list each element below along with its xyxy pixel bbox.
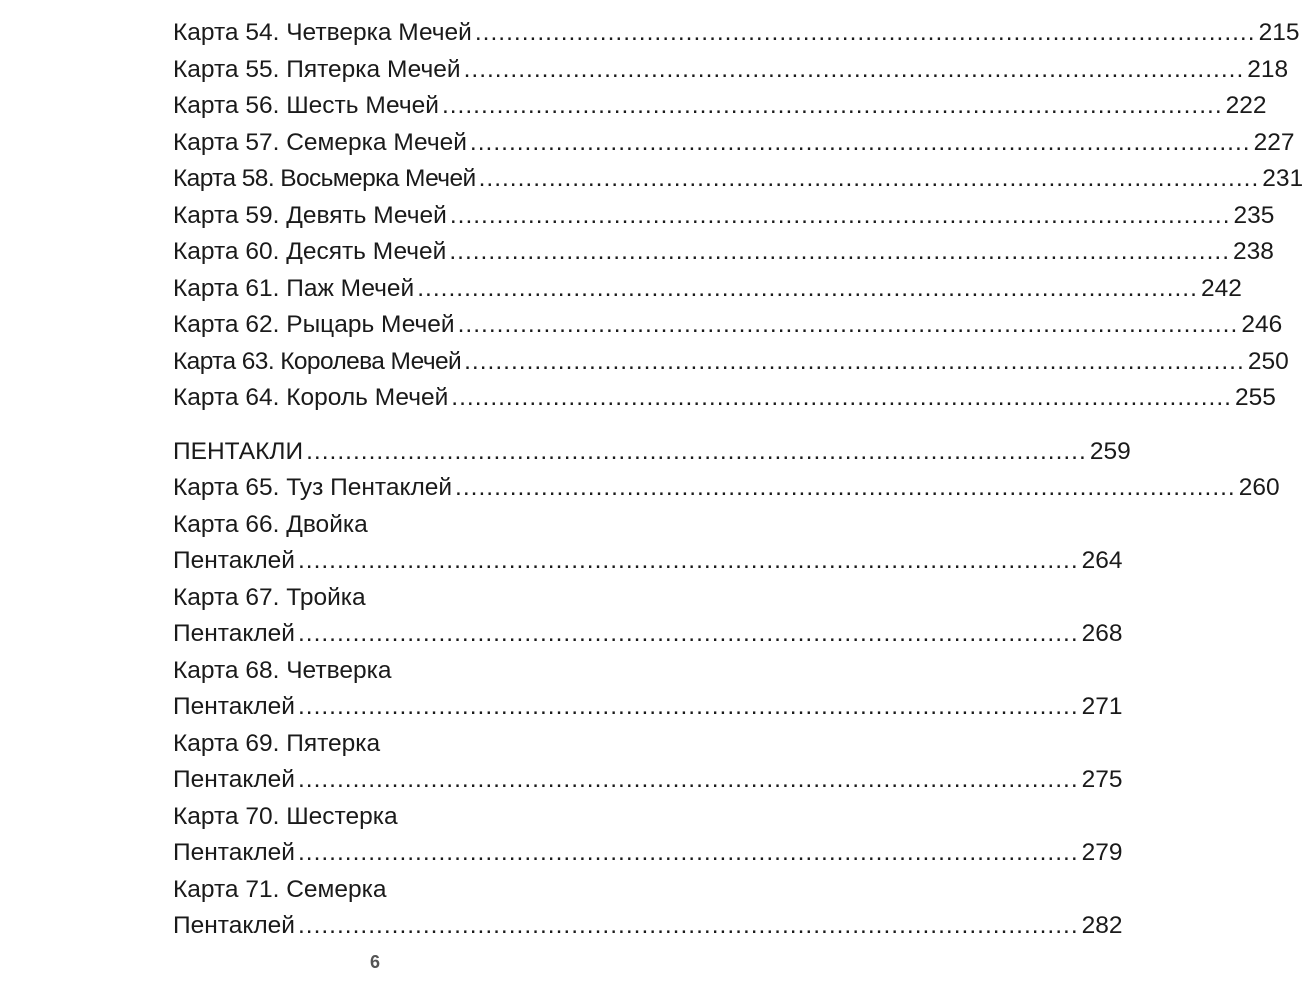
dot-leader: .................................................................................................... [297, 839, 1079, 866]
toc-entry-title-line [173, 799, 576, 836]
toc-entry-title: Карта 70. Шестерка [173, 802, 398, 830]
section-title: ПЕНТАКЛИ [173, 437, 304, 465]
dot-leader: .................................................................................................... [464, 347, 1245, 375]
toc-entry-page: 242 [1200, 274, 1242, 302]
toc-entry-page: 222 [1225, 92, 1267, 119]
toc-entry-page: 268 [1081, 620, 1123, 647]
toc-entry-page: 271 [1081, 693, 1123, 720]
dot-leader: .................................................................................................... [457, 311, 1239, 338]
page-number: 6 [369, 952, 380, 972]
toc-entry [173, 198, 1275, 235]
toc-entry [173, 234, 1274, 271]
toc-entry-title: Карта 63. Королева Мечей [173, 347, 462, 375]
toc-entry-page: 227 [1253, 128, 1295, 156]
toc-entry-title-line [173, 872, 576, 909]
toc-entry-title-continued: Пентаклей [173, 693, 295, 720]
toc-entry-title-line [173, 726, 576, 763]
toc-entry-title-continued: Пентаклей [173, 766, 295, 793]
toc-section-heading [173, 434, 1131, 471]
toc-entry-title-line [173, 507, 576, 544]
toc-entry [173, 380, 1276, 417]
section-page: 259 [1089, 437, 1131, 465]
toc-entry-page: 235 [1233, 201, 1275, 229]
toc-entry-page: 279 [1081, 839, 1123, 866]
dot-leader: .................................................................................................... [297, 912, 1079, 939]
toc-entry-title: Карта 68. Четверка [173, 656, 392, 684]
toc-entry-page: 264 [1081, 547, 1123, 574]
dot-leader: .................................................................................................... [297, 620, 1079, 647]
toc-entry-title: Карта 65. Туз Пентаклей [173, 474, 453, 501]
dot-leader: .................................................................................................... [449, 201, 1231, 229]
toc-entry-title: Карта 56. Шесть Мечей [173, 92, 439, 119]
toc-entry [173, 689, 1123, 726]
toc-entry-title: Карта 67. Тройка [173, 583, 366, 611]
toc-entry-title: Карта 54. Четверка Мечей [173, 19, 472, 46]
dot-leader: .................................................................................................... [297, 693, 1079, 720]
toc-entry-title-continued: Пентаклей [173, 912, 295, 939]
toc-entry [173, 125, 1295, 162]
toc-entry-title-continued: Пентаклей [173, 547, 295, 574]
dot-leader: .................................................................................................... [306, 437, 1087, 465]
toc-entry [173, 161, 1303, 198]
toc-entry-page: 238 [1233, 238, 1274, 265]
toc-entry-title: Карта 55. Пятерка Мечей [173, 55, 461, 83]
dot-leader: .................................................................................................... [469, 128, 1251, 156]
toc-entry-page: 255 [1234, 384, 1276, 411]
toc-entry [173, 15, 1300, 52]
toc-entry-title-line [173, 653, 576, 690]
dot-leader: .................................................................................................... [297, 547, 1079, 574]
toc-entry-page: 231 [1262, 165, 1303, 192]
toc-entry-page: 218 [1247, 55, 1289, 83]
dot-leader: .................................................................................................... [417, 274, 1198, 302]
toc-entry [173, 835, 1123, 872]
toc-entry-title: Карта 69. Пятерка [173, 729, 381, 757]
toc-entry-title: Карта 64. Король Мечей [173, 384, 449, 411]
toc-entry-page: 282 [1081, 912, 1123, 939]
toc-entry [173, 271, 1242, 308]
dot-leader: .................................................................................................... [451, 384, 1232, 411]
toc-entry [173, 762, 1123, 799]
toc-entry-page: 260 [1238, 474, 1280, 501]
toc-entry [173, 52, 1289, 89]
section-spacer [173, 417, 576, 434]
toc-entry-title: Карта 60. Десять Мечей [173, 238, 447, 265]
toc-entry-page: 246 [1241, 311, 1283, 338]
dot-leader: .................................................................................................... [478, 165, 1260, 192]
toc-entry [173, 908, 1123, 945]
toc-entry-title-line [173, 580, 576, 617]
toc-entry-title: Карта 62. Рыцарь Мечей [173, 311, 455, 338]
toc-entry [173, 88, 1267, 125]
toc-entry [173, 307, 1283, 344]
dot-leader: .................................................................................................... [463, 55, 1245, 83]
toc-entry [173, 616, 1123, 653]
toc-entry-page: 275 [1081, 766, 1123, 793]
toc-entry-title: Карта 66. Двойка [173, 510, 368, 538]
toc-entry-title-continued: Пентаклей [173, 620, 295, 647]
toc-entry-title: Карта 61. Паж Мечей [173, 274, 415, 302]
table-of-contents [173, 15, 1303, 945]
toc-entry [173, 543, 1123, 580]
toc-entry-page: 250 [1247, 347, 1289, 375]
dot-leader: .................................................................................................... [474, 19, 1256, 46]
toc-entry-page: 215 [1258, 19, 1300, 46]
dot-leader: .................................................................................................... [441, 92, 1223, 119]
dot-leader: .................................................................................................... [455, 474, 1236, 501]
toc-entry-title: Карта 57. Семерка Мечей [173, 128, 467, 156]
dot-leader: .................................................................................................... [449, 238, 1231, 265]
toc-entry-title: Карта 59. Девять Мечей [173, 201, 447, 229]
toc-entry [173, 470, 1280, 507]
toc-entry [173, 344, 1289, 381]
toc-entry-title-continued: Пентаклей [173, 839, 295, 866]
dot-leader: .................................................................................................... [297, 766, 1079, 793]
toc-entry-title: Карта 71. Семерка [173, 875, 387, 903]
toc-entry-title: Карта 58. Восьмерка Мечей [173, 165, 476, 192]
